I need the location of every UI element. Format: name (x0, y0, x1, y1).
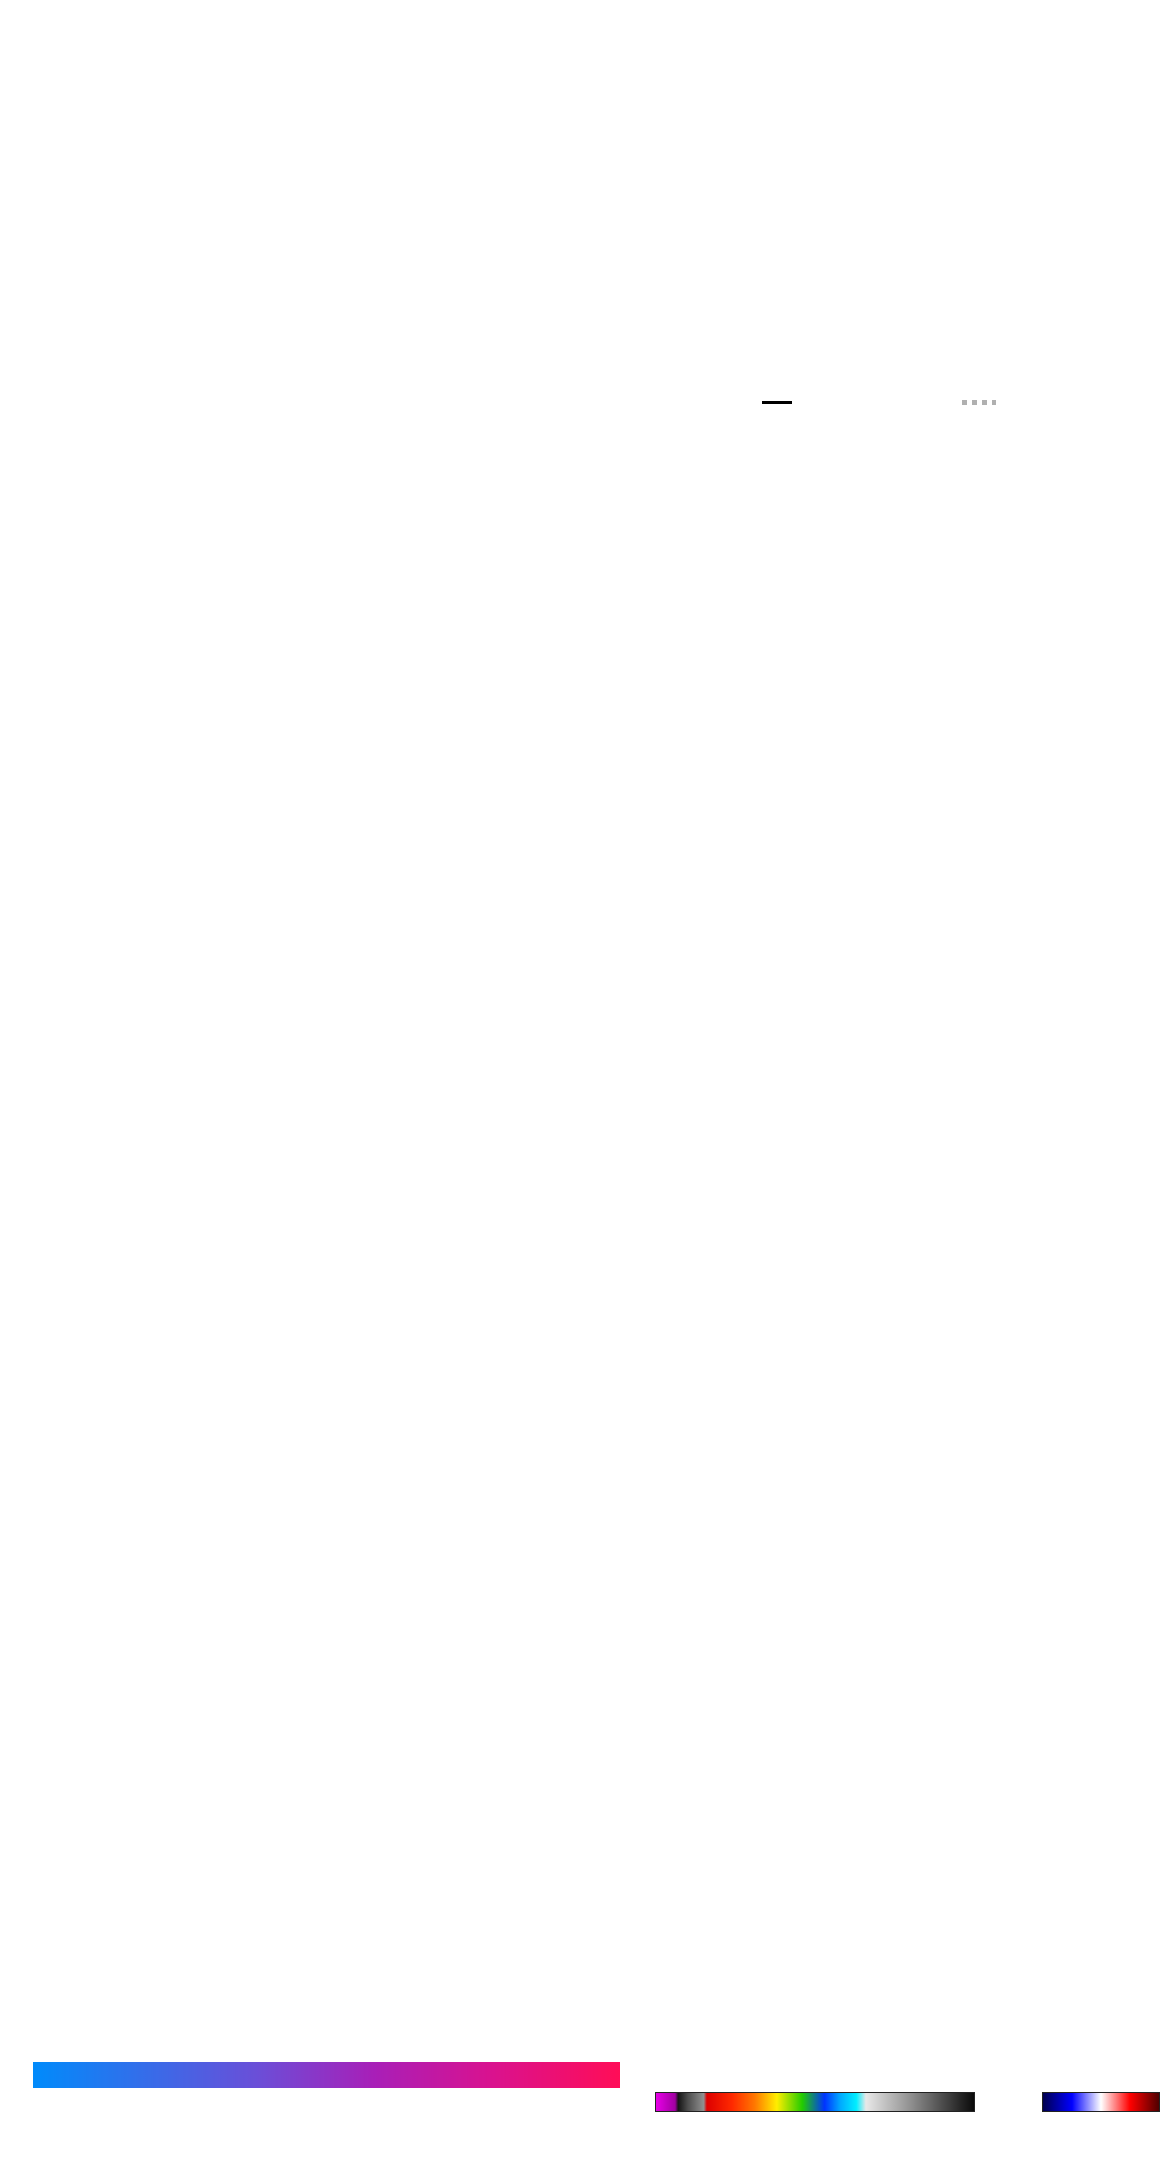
shap-values-colorbar (1042, 2092, 1160, 2112)
legend-line-dprint-average (762, 401, 792, 404)
legend-line-nhc-official (962, 400, 996, 405)
brightness-temperature-colorbar (655, 2092, 975, 2112)
feature-value-colorbar (33, 2062, 620, 2088)
